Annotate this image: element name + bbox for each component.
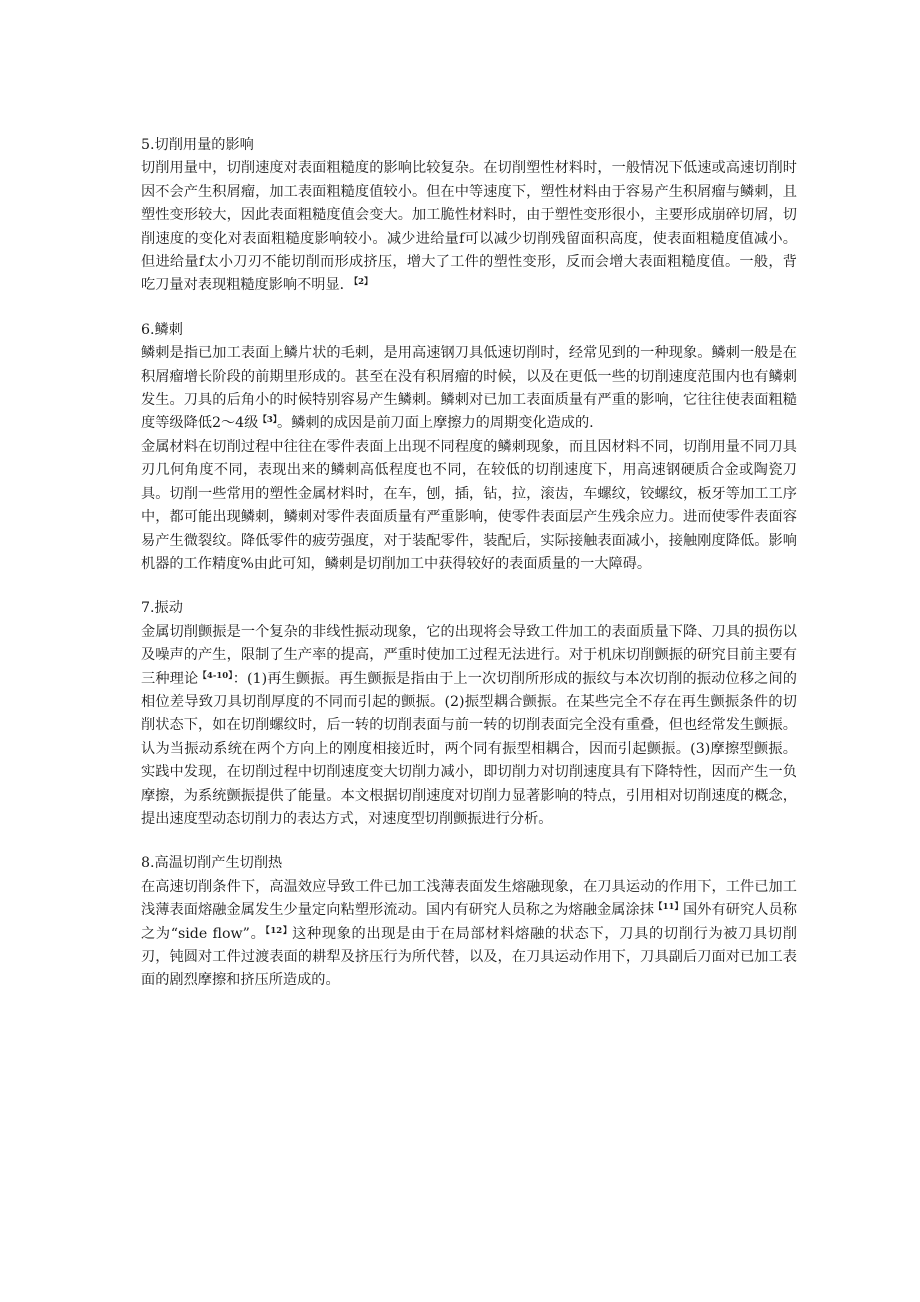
section-heading: 6.鳞刺 — [141, 321, 183, 338]
paragraph — [141, 876, 797, 993]
document-page — [141, 134, 797, 1014]
citation-ref: 【2】 — [353, 277, 373, 288]
section-vibration — [141, 597, 797, 831]
paragraph-text: 鳞刺是指已加工表面上鳞片状的毛刺，是用高速钢刀具低速切削时，经常见到的一种现象。鳞刺一般是在积屑瘤增长阶段的前期里形成的。甚至在没有积屑瘤的时候，以及在更低一些的切削速度范围内也有鳞刺发生。刀具的后角小的时候特别容易产生鳞刺。鳞刺对已加工表面质量有严重的影响，它往往使表面粗糙度等级降低2～4级 — [141, 345, 797, 432]
paragraph — [141, 342, 797, 436]
citation-ref: 【3】 — [258, 415, 278, 426]
citation-ref: 【11】 — [654, 902, 684, 913]
citation-ref: 【12】 — [265, 925, 293, 936]
paragraph-text: 金属材料在切削过程中往往在零件表面上出现不同程度的鳞刺现象，而且因材料不同，切削用量不同刀具刃几何角度不同，表现出来的鳞刺高低程度也不同，在较低的切削速度下，用高速钢硬质合金或陶瓷刀具。切削一些常用的塑性金属材料时，在车，刨，插，钻，拉，滚齿，车螺纹，铰螺纹，板牙等加工工序中，都可能出现鳞刺，鳞刺对零件表面质量有严重影响，使零件表面层产生残余应力。进而使零件表面容易产生微裂纹。降低零件的疲劳强度，对于装配零件，装配后，实际接触表面减小，接触刚度降低。影响机器的工作精度%由此可知，鳞刺是切削加工中获得较好的表面质量的一大障碍。 — [141, 438, 797, 572]
paragraph-text: 在高速切削条件下，高温效应导致工件已加工浅薄表面发生熔融现象，在刀具运动的作用下，工件已加工浅薄表面熔融金属发生少量定向粘塑形流动。国内有研究人员称之为熔融金属涂抹 — [141, 878, 797, 919]
paragraph-text-tail: ：(1)再生颤振。再生颤振是指由于上一次切削所形成的振纹与本次切削的振动位移之间的相位差导致刀具切削厚度的不同而引起的颤振。(2)振型耦合颤振。在某些完全不存在再生颤振条件的切削状态下，如在切削螺纹时，后一转的切削表面与前一转的切削表面完全没有重叠，但也经常发生颤振。认为当振动系统在两个方向上的刚度相接近时，两个同有振型相耦合，因而引起颤振。(3)摩擦型颤振。实践中发现，在切削过程中切削速度变大切削力减小，即切削力对切削速度具有下降特性，因而产生一负摩擦，为系统颤振提供了能量。本文根据切削速度对切削力显著影响的特点，引用相对切削速度的概念，提出速度型动态切削力的表达方式，对速度型切削颤振进行分析。 — [141, 670, 797, 827]
section-cutting-parameters — [141, 134, 797, 298]
section-heading: 7.振动 — [141, 600, 183, 617]
paragraph-text: 金属切削颤振是一个复杂的非线性振动现象，它的出现将会导致工件加工的表面质量下降、刀具的损伤以及噪声的产生，限制了生产率的提高，严重时使加工过程无法进行。对于机床切削颤振的研究目前主要有三种理论 — [141, 623, 797, 687]
paragraph — [141, 157, 797, 297]
paragraph — [141, 436, 797, 576]
paragraph-text-tail: 这种现象的出现是由于在局部材料熔融的状态下，刀具的切削行为被刀具切削刃，钝圆对工件过渡表面的耕犁及挤压行为所代替，以及，在刀具运动作用下，刀具副后刀面对已加工表面的剧烈摩擦和挤压所造成的。 — [141, 925, 797, 989]
citation-ref: 【4-10】 — [198, 670, 233, 681]
paragraph-text: 切削用量中，切削速度对表面粗糙度的影响比较复杂。在切削塑性材料时，一般情况下低速或高速切削时因不会产生积屑瘤，加工表面粗糙度值较小。但在中等速度下，塑性材料由于容易产生积屑瘤与鳞刺，且塑性变形较大，因此表面粗糙度值会变大。加工脆性材料时，由于塑性变形很小，主要形成崩碎切屑，切削速度的变化对表面粗糙度影响较小。减少进给量f可以减少切削残留面积高度，使表面粗糙度值减小。但进给量f太小刀刃不能切削而形成挤压，增大了工件的塑性变形，反而会增大表面粗糙度值。一般，背吃刀量对表现粗糙度影响不明显． — [141, 160, 797, 294]
section-cutting-heat — [141, 852, 797, 992]
paragraph-text-tail: 。鳞刺的成因是前刀面上摩擦力的周期变化造成的. — [277, 415, 594, 432]
section-heading: 8.高温切削产生切削热 — [141, 855, 283, 872]
paragraph-text-tail: 国外有研究人员称之为“side flow”。 — [141, 902, 797, 942]
section-scale-burr — [141, 319, 797, 576]
paragraph — [141, 621, 797, 832]
section-heading: 5.切削用量的影响 — [141, 137, 254, 153]
